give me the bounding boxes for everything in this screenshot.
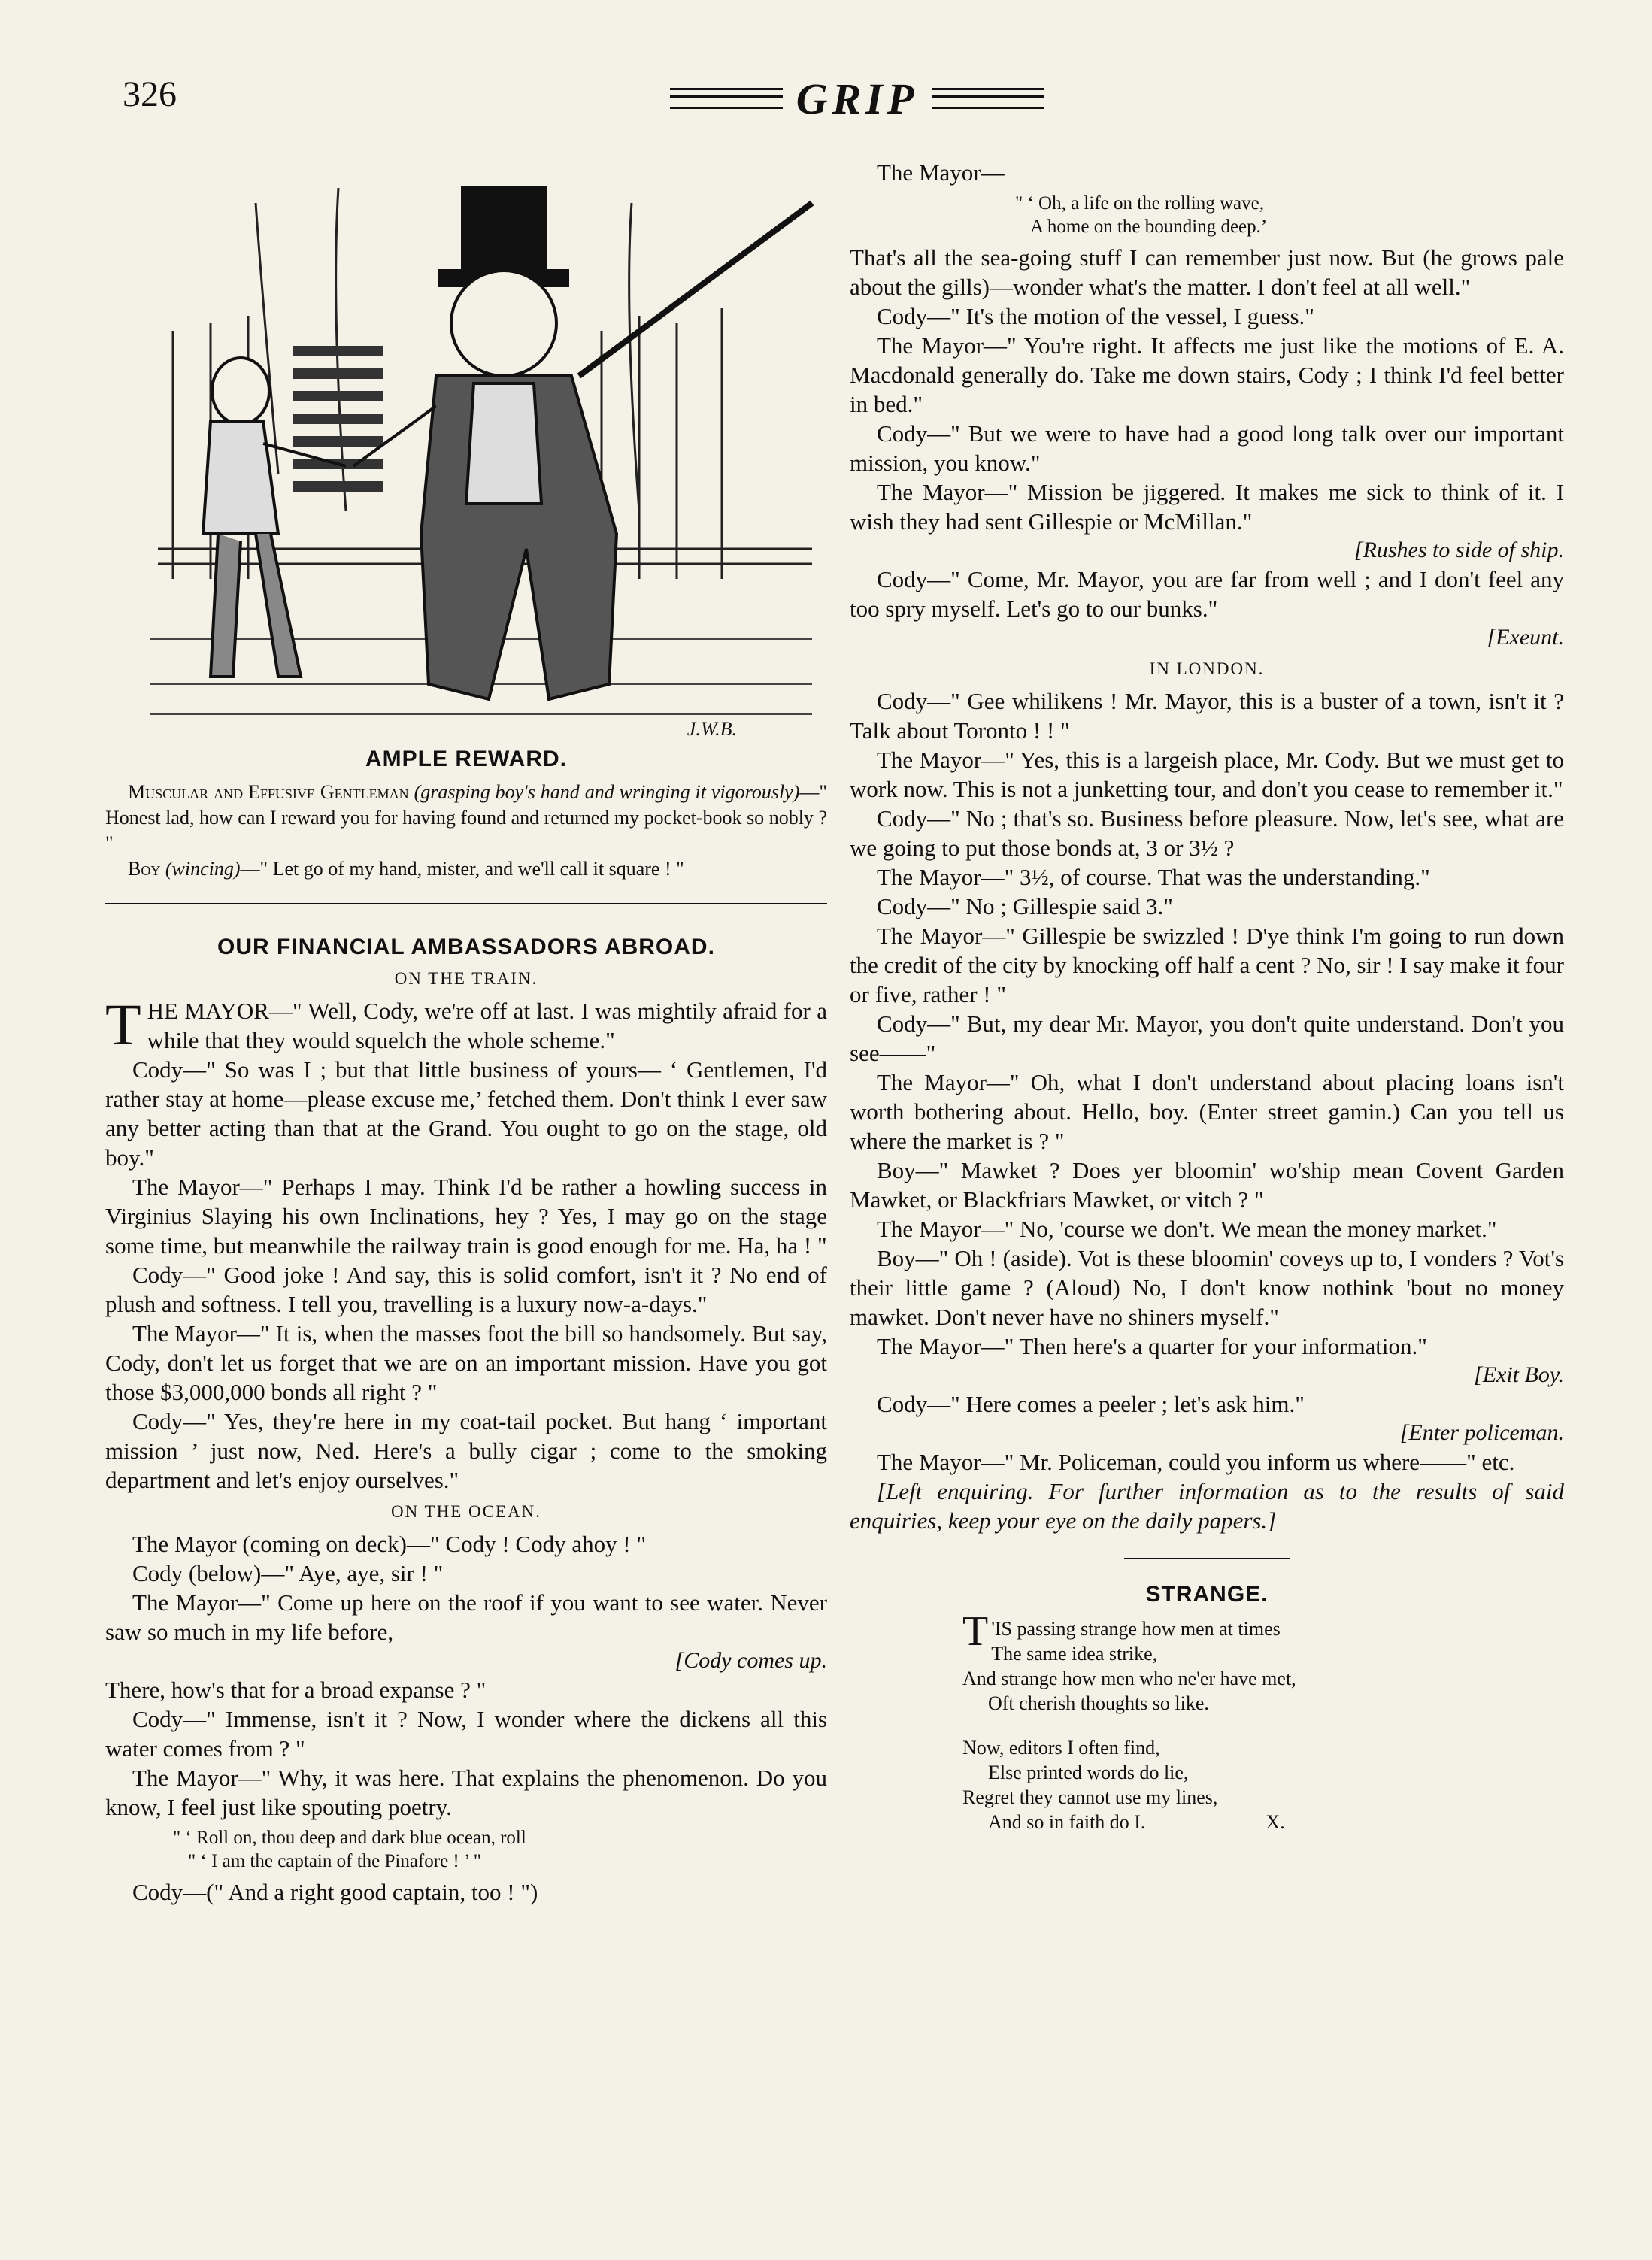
section-divider <box>105 903 827 904</box>
poem-divider <box>1124 1558 1290 1559</box>
page-number: 326 <box>123 74 177 114</box>
cartoon-drawing <box>150 158 827 741</box>
verse-line: " ‘ I am the captain of the Pinafore ! ’ " <box>188 1851 481 1871</box>
poem-body <box>962 1608 1564 1834</box>
poem-line: The same idea strike, <box>991 1643 1158 1665</box>
caption-stage-2: (wincing) <box>165 858 241 880</box>
caption-stage-1: (grasping boy's hand and wringing it vigorously) <box>414 781 800 803</box>
poem-line: 'IS passing strange how men at times <box>991 1618 1281 1640</box>
caption-text-2: —" Let go of my hand, mister, and we'll call it square ! " <box>240 858 684 880</box>
paragraph: Cody—" Good joke ! And say, this is solid comfort, isn't it ? No end of plush and softness. I tell you, travelling is a luxury now-a-days." <box>105 1262 827 1317</box>
closing-note: [Left enquiring. For further information as to the results of said enquiries, keep your eye on the daily papers.] <box>850 1478 1564 1534</box>
stage-direction: [Rushes to side of ship. <box>1353 538 1564 562</box>
paragraph: Cody—" But we were to have had a good long talk over our important mission, you know." <box>850 420 1564 476</box>
paragraph: The Mayor—" Gillespie be swizzled ! D'ye think I'm going to run down the credit of the city by knocking off half a cent ? No, sir ! I say make it four or five, rather ! " <box>850 922 1564 1007</box>
paragraph: The Mayor—" No, 'course we don't. We mean the money market." <box>877 1216 1497 1242</box>
cartoon-illustration <box>150 158 827 741</box>
right-column <box>850 158 1564 1834</box>
paragraph <box>105 992 827 1057</box>
verse-line: " ‘ Oh, a life on the rolling wave, <box>1015 193 1264 214</box>
poem-signature: X. <box>1266 1811 1285 1833</box>
poem-line: And strange how men who ne'er have met, <box>962 1668 1296 1689</box>
article-title: OUR FINANCIAL AMBASSADORS ABROAD. <box>217 935 715 959</box>
illustration-signature: J.W.B. <box>687 718 737 740</box>
paragraph: Boy—" Oh ! (aside). Vot is these bloomin' coveys up to, I vonders ? Vot's their little game ? (Aloud) No, I don't know nothink 'bout no money mawket. Don't never have no shiners myself." <box>850 1245 1564 1330</box>
paragraph: The Mayor—" 3½, of course. That was the understanding." <box>877 864 1430 890</box>
masthead <box>624 72 1090 125</box>
subhead-ocean: ON THE OCEAN. <box>391 1502 541 1521</box>
paragraph: Cody—(" And a right good captain, too ! ") <box>132 1879 538 1905</box>
paragraph: Cody—" Here comes a peeler ; let's ask him." <box>877 1391 1305 1417</box>
poem-line: Oft cherish thoughts so like. <box>988 1692 1209 1714</box>
drop-cap: T <box>105 992 141 1057</box>
paragraph: The Mayor—" Oh, what I don't understand about placing loans isn't worth bothering about. Hello, boy. (Enter street gamin.) Can you tell us where the market is ? " <box>850 1069 1564 1154</box>
paragraph: The Mayor—" Then here's a quarter for your information." <box>877 1333 1427 1359</box>
paragraph: Cody—" But, my dear Mr. Mayor, you don't quite understand. Don't you see——" <box>850 1010 1564 1066</box>
masthead-title: GRIP <box>796 74 919 123</box>
paragraph: The Mayor—" Mr. Policeman, could you inform us where——" etc. <box>877 1449 1515 1475</box>
poem-title: STRANGE. <box>1145 1582 1269 1607</box>
stage-direction: [Cody comes up. <box>674 1648 827 1673</box>
paragraph: Cody—" Yes, they're here in my coat-tail pocket. But hang ‘ important mission ’ just now, Ned. Here's a bully cigar ; come to the smoking department and let's enjoy ourselves." <box>105 1408 827 1493</box>
paragraph: The Mayor—" You're right. It affects me just like the motions of E. A. Macdonald generally do. Take me down stairs, Cody ; I think I'd feel better in bed." <box>850 332 1564 417</box>
poem-line-text: And so in faith do I. <box>988 1811 1146 1833</box>
poem-line: Now, editors I often find, <box>962 1737 1160 1759</box>
poem-line <box>962 1810 1564 1834</box>
paragraph: The Mayor (coming on deck)—" Cody ! Cody ahoy ! " <box>132 1531 647 1557</box>
paragraph: Cody—" Come, Mr. Mayor, you are far from well ; and I don't feel any too spry myself. Let's go to our bunks." <box>850 566 1564 622</box>
masthead-rule-left <box>670 88 783 109</box>
stage-direction: [Enter policeman. <box>1399 1420 1564 1445</box>
stage-direction: [Exit Boy. <box>1474 1362 1564 1387</box>
subhead-london: IN LONDON. <box>1149 659 1265 678</box>
ample-reward-caption <box>105 780 827 882</box>
paragraph: Cody—" No ; Gillespie said 3." <box>877 893 1173 919</box>
verse-line: " ‘ Roll on, thou deep and dark blue ocean, roll <box>173 1828 526 1848</box>
left-column <box>105 158 827 1907</box>
subhead-train: ON THE TRAIN. <box>394 969 538 988</box>
paragraph: Cody—" So was I ; but that little business of yours— ‘ Gentlemen, I'd rather stay at home—please excuse me,’ fetched them. Don't think I ever saw any better acting than that at the Grand. You ought to go on the stage, old boy." <box>105 1056 827 1171</box>
caption-text-1: —" Honest lad, how can I reward you for having found and returned my pocket-book so nobly ? " <box>105 781 828 854</box>
paragraph: The Mayor—" It is, when the masses foot the bill so handsomely. But say, Cody, don't let us forget that we are on an important mission. Have you got those $3,000,000 bonds all right ? " <box>105 1320 827 1405</box>
ample-reward-title: AMPLE REWARD. <box>365 747 567 771</box>
caption-speaker-2: Boy <box>128 858 161 880</box>
paragraph: The Mayor—" Yes, this is a largeish place, Mr. Cody. But we must get to work now. This is not a junketting tour, and don't you cease to remember it." <box>850 747 1564 802</box>
paragraph: The Mayor— <box>877 159 1005 186</box>
stage-direction: [Exeunt. <box>1487 625 1564 650</box>
paragraph: That's all the sea-going stuff I can remember just now. But (he grows pale about the gills)—wonder what's the matter. I don't feel at all well." <box>850 244 1564 300</box>
paragraph: Boy—" Mawket ? Does yer bloomin' wo'ship mean Covent Garden Mawket, or Blackfriars Mawket, or vitch ? " <box>850 1157 1564 1213</box>
poem-drop-cap: T <box>962 1608 989 1655</box>
caption-speaker-1: Muscular and Effusive Gentleman <box>128 781 409 803</box>
paragraph: The Mayor—" Perhaps I may. Think I'd be rather a howling success in Virginius Slaying his own Inclinations, hey ? Yes, I may go on the stage some time, but meanwhile the railway train is good enough for me. Ha, ha ! " <box>105 1174 827 1259</box>
paragraph: Cody—" It's the motion of the vessel, I guess." <box>877 303 1314 329</box>
paragraph: Cody (below)—" Aye, aye, sir ! " <box>132 1560 444 1586</box>
paragraph: The Mayor—" Mission be jiggered. It makes me sick to think of it. I wish they had sent Gillespie or McMillan." <box>850 479 1564 535</box>
masthead-rule-right <box>932 88 1044 109</box>
paragraph: There, how's that for a broad expanse ? " <box>105 1677 487 1703</box>
paragraph: The Mayor—" Come up here on the roof if you want to see water. Never saw so much in my life before, <box>105 1589 827 1645</box>
paragraph-text: —" Well, Cody, we're off at last. I was mightily afraid for a while that they would squelch the whole scheme." <box>147 998 827 1053</box>
paragraph: The Mayor—" Why, it was here. That explains the phenomenon. Do you know, I feel just like spouting poetry. <box>105 1765 827 1820</box>
paragraph: Cody—" No ; that's so. Business before pleasure. Now, let's see, what are we going to put those bonds at, 3 or 3½ ? <box>850 805 1564 861</box>
verse-line: A home on the bounding deep.’ <box>1030 217 1268 237</box>
speaker: HE MAYOR <box>147 998 269 1024</box>
poem-line: Regret they cannot use my lines, <box>962 1786 1218 1808</box>
paragraph: Cody—" Immense, isn't it ? Now, I wonder where the dickens all this water comes from ? " <box>105 1706 827 1762</box>
poem-line: Else printed words do lie, <box>988 1762 1189 1783</box>
paragraph: Cody—" Gee whilikens ! Mr. Mayor, this is a buster of a town, isn't it ? Talk about Toronto ! ! " <box>850 688 1564 744</box>
